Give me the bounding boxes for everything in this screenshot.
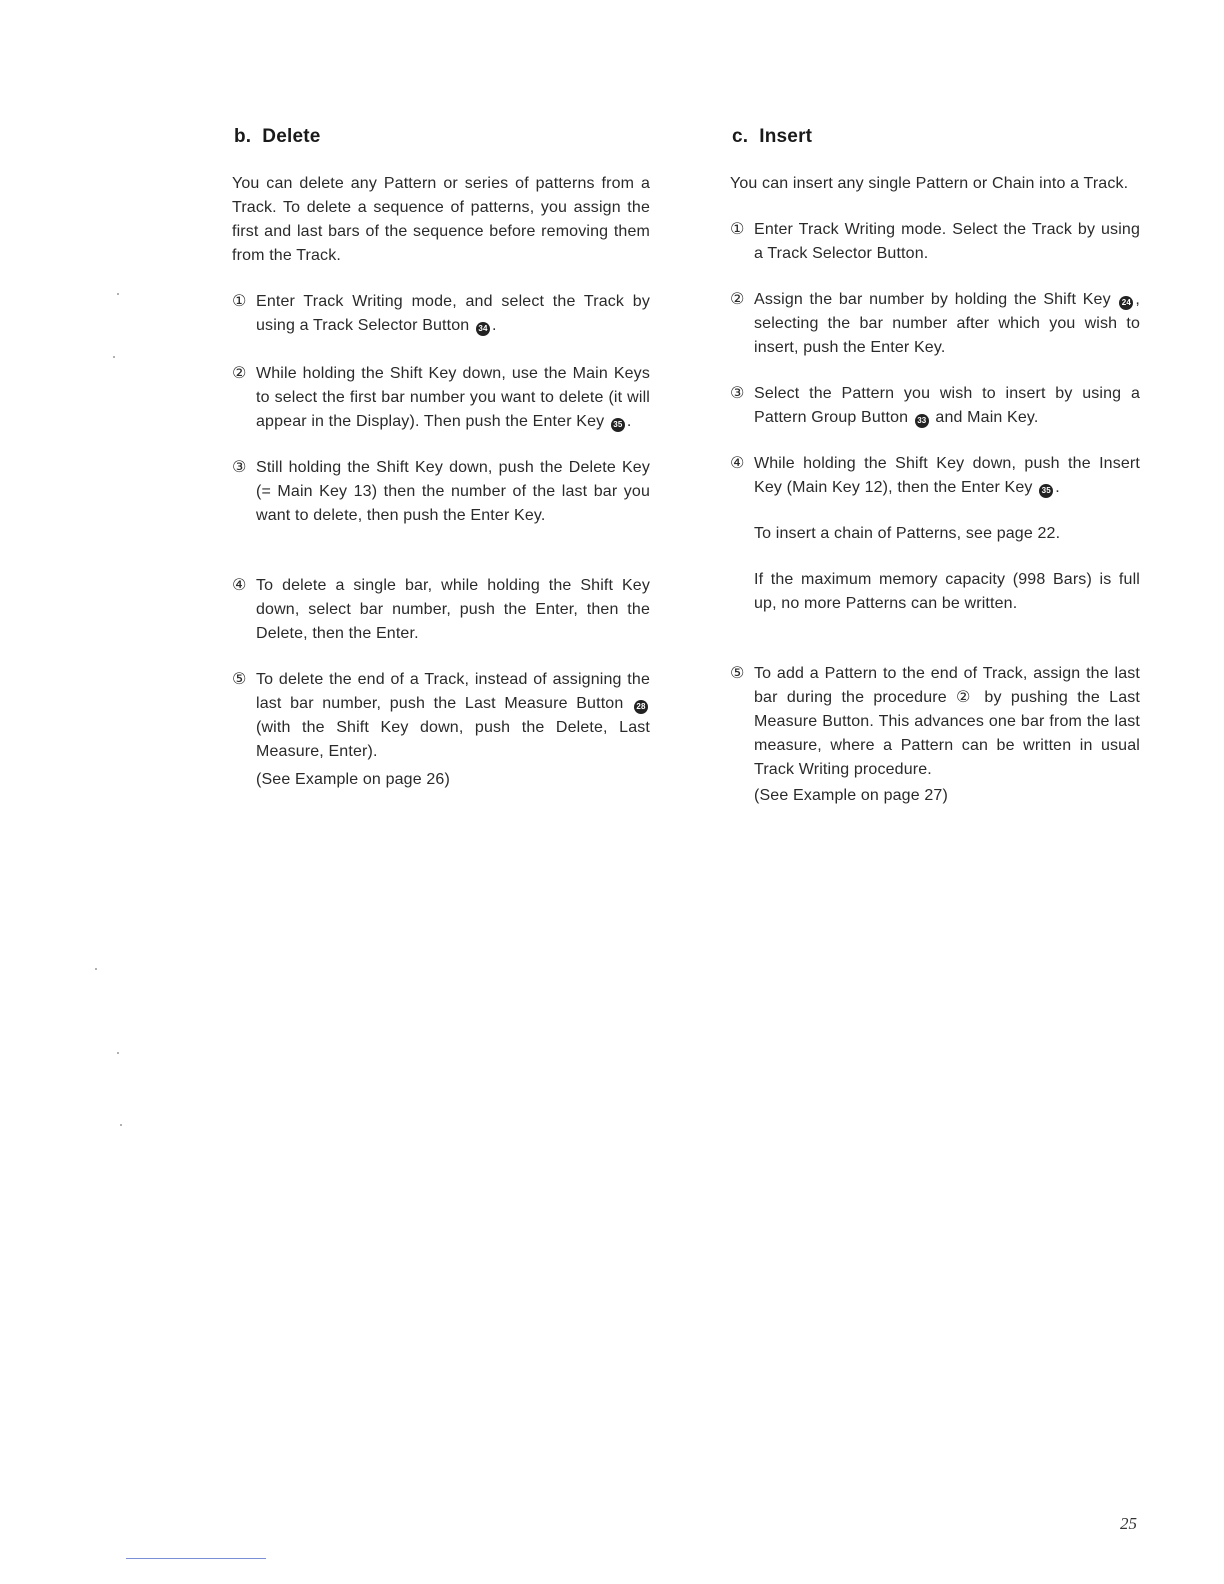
step-text: Assign the bar number by holding the Shift Key (754, 291, 1111, 308)
step-number: ① (730, 221, 745, 238)
step-text: To add a Pattern to the end of Track, assign the last bar during the procedure ② by pushing the Last Measure Button. This advances one bar from the last measure, where a Pattern can be written in usual Track Writing procedure. (754, 665, 1140, 778)
scan-speck (95, 968, 97, 970)
step-number: ⑤ (730, 665, 745, 682)
step-number: ② (730, 291, 745, 308)
step-text: Enter Track Writing mode, and select the Track by using a Track Selector Button (256, 293, 650, 334)
step-text: To delete the end of a Track, instead of assigning the last bar number, push the Last Measure Button (256, 671, 650, 712)
page-number: 25 (1120, 1514, 1137, 1533)
track-selector-ref-icon: 34 (476, 322, 490, 336)
step-text: To delete a single bar, while holding the Shift Key down, select bar number, push the Enter, then the Delete, then the Enter. (256, 577, 650, 642)
step-number: ① (232, 293, 247, 310)
enter-key-ref-icon: 35 (1039, 484, 1053, 498)
step-number: ② (232, 365, 247, 382)
enter-key-ref-icon: 35 (611, 418, 625, 432)
insert-heading (732, 126, 1140, 148)
delete-step-4 (232, 574, 650, 646)
insert-heading-letter: c. (732, 126, 749, 147)
insert-step-1 (730, 218, 1140, 266)
delete-heading-title: Delete (262, 126, 321, 147)
footer-rule (126, 1558, 266, 1559)
insert-capacity-note: If the maximum memory capacity (998 Bars) is full up, no more Patterns can be written. (754, 571, 1140, 612)
delete-see-example: (See Example on page 26) (256, 771, 450, 788)
scan-speck (113, 356, 115, 358)
step-number: ⑤ (232, 671, 247, 688)
pattern-group-ref-icon: 33 (915, 414, 929, 428)
delete-step-1 (232, 290, 650, 338)
step-text: Enter Track Writing mode. Select the Track by using a Track Selector Button. (754, 221, 1140, 262)
step-text-after: and Main Key. (935, 409, 1039, 426)
insert-step-3 (730, 382, 1140, 430)
step-text-after: , selecting the bar number after which you wish to insert, push the Enter Key. (754, 291, 1140, 356)
insert-section (730, 126, 1140, 808)
scan-speck (120, 1124, 122, 1126)
insert-chain-note: To insert a chain of Patterns, see page 22. (754, 525, 1061, 542)
insert-step-4 (730, 452, 1140, 500)
step-text: While holding the Shift Key down, use the Main Keys to select the first bar number you want to delete (it will appear in the Display). Then push the Enter Key (256, 365, 650, 430)
step-number: ④ (232, 577, 247, 594)
step-text: While holding the Shift Key down, push the Insert Key (Main Key 12), then the Enter Key (754, 455, 1140, 496)
insert-step-2 (730, 288, 1140, 360)
insert-see-example: (See Example on page 27) (754, 787, 948, 804)
step-number: ③ (730, 385, 745, 402)
insert-step-5 (730, 662, 1140, 782)
last-measure-ref-icon: 28 (634, 700, 648, 714)
step-text: Still holding the Shift Key down, push the Delete Key (= Main Key 13) then the number of the last bar you want to delete, then push the Enter Key. (256, 459, 650, 524)
delete-intro: You can delete any Pattern or series of patterns from a Track. To delete a sequence of patterns, you assign the first and last bars of the sequence before removing them from the Track. (232, 175, 650, 264)
step-number: ③ (232, 459, 247, 476)
step-text-after: (with the Shift Key down, push the Delete, Last Measure, Enter). (256, 719, 650, 760)
shift-key-ref-icon: 24 (1119, 296, 1133, 310)
step-text-after: . (1055, 479, 1060, 496)
step-number: ④ (730, 455, 745, 472)
scan-speck (117, 1052, 119, 1054)
delete-heading-letter: b. (234, 126, 252, 147)
insert-intro: You can insert any single Pattern or Chain into a Track. (730, 175, 1129, 192)
delete-step-3 (232, 456, 650, 528)
delete-step-5 (232, 668, 650, 764)
delete-heading (234, 126, 650, 148)
delete-section (232, 126, 650, 792)
insert-heading-title: Insert (759, 126, 813, 147)
step-text-after: . (491, 317, 497, 334)
step-text: Select the Pattern you wish to insert by using a Pattern Group Button (754, 385, 1140, 426)
step-text-after: . (626, 413, 632, 430)
delete-step-2 (232, 362, 650, 434)
scan-speck (117, 293, 119, 295)
